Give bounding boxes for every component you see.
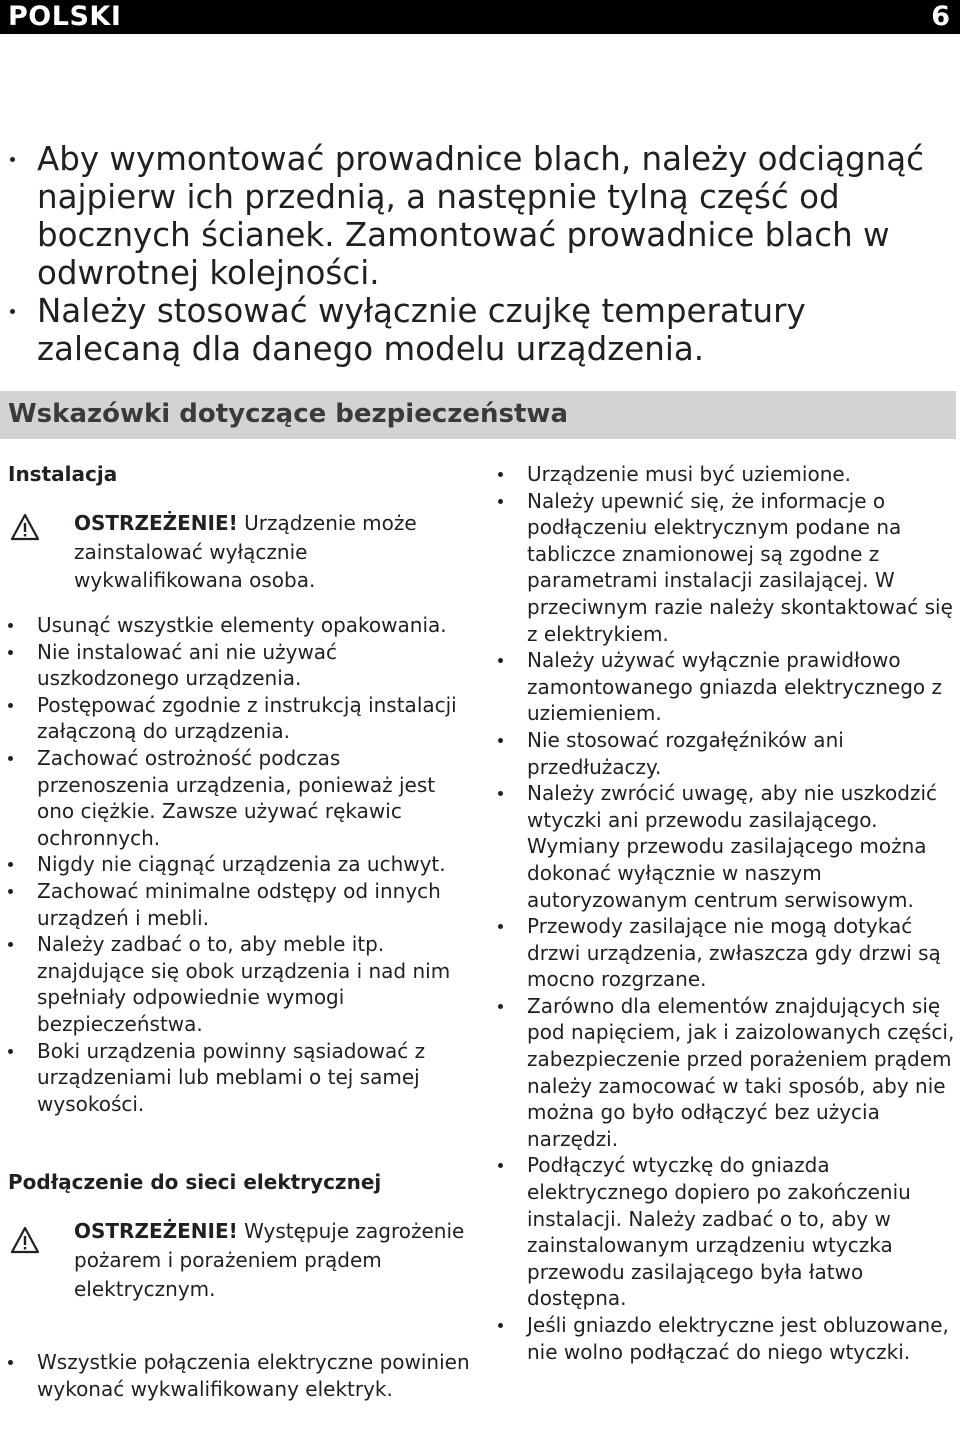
list-item: Zarówno dla elementów znajdujących się pod napięciem, jak i zaizolowanych części, zabezpieczenie przed porażeniem prądem należy zamocować w taki sposób, aby nie można go było odłączyć bez użycia narzędzi.: [490, 993, 955, 1153]
list-item: Nigdy nie ciągnąć urządzenia za uchwyt.: [0, 851, 470, 878]
list-item: Należy zadbać o to, aby meble itp. znajdujące się obok urządzenia i nad nim spełniały odpowiednie wymogi bezpieczeństwa.: [0, 931, 470, 1037]
list-item: Zachować minimalne odstępy od innych urządzeń i mebli.: [0, 878, 470, 931]
subheading-installation: Instalacja: [8, 462, 118, 486]
warning-label: OSTRZEŻENIE!: [74, 1219, 238, 1243]
list-item: Należy zwrócić uwagę, aby nie uszkodzić wtyczki ani przewodu zasilającego. Wymiany przewodu zasilającego można dokonać wyłącznie w naszym autoryzowanym centrum serwisowym.: [490, 780, 955, 913]
warning-text: [74, 1217, 470, 1304]
section-banner: [0, 391, 956, 439]
list-item: Wszystkie połączenia elektryczne powinien wykonać wykwalifikowany elektryk.: [0, 1349, 470, 1402]
list-item: Podłączyć wtyczkę do gniazda elektrycznego dopiero po zakończeniu instalacji. Należy zadbać o to, aby w zainstalowanym urządzeniu wtyczka przewodu zasilającego była łatwo dostępna.: [490, 1152, 955, 1312]
installation-list: [0, 612, 470, 1117]
list-item: Aby wymontować prowadnice blach, należy odciągnąć najpierw ich przednią, a następnie tylną część od bocznych ścianek. Zamontować prowadnice blach w odwrotnej kolejności.: [0, 140, 960, 292]
page-number: 6: [931, 1, 950, 32]
page-header: [0, 0, 960, 34]
list-item: Należy używać wyłącznie prawidłowo zamontowanego gniazda elektrycznego z uziemieniem.: [490, 647, 955, 727]
list-item: Należy upewnić się, że informacje o podłączeniu elektrycznym podane na tabliczce znamionowej są zgodne z parametrami instalacji zasilającej. W przeciwnym razie należy skontaktować się z elektrykiem.: [490, 488, 955, 648]
electrical-safety-list: [490, 461, 955, 1365]
list-item: Zachować ostrożność podczas przenoszenia urządzenia, ponieważ jest ono ciężkie. Zawsze używać rękawic ochronnych.: [0, 745, 470, 851]
intro-list: [0, 140, 960, 368]
list-item: Nie stosować rozgałęźników ani przedłużaczy.: [490, 727, 955, 780]
warning-label: OSTRZEŻENIE!: [74, 511, 238, 535]
list-item: Przewody zasilające nie mogą dotykać drzwi urządzenia, zwłaszcza gdy drzwi są mocno rozgrzane.: [490, 913, 955, 993]
subheading-electrical: Podłączenie do sieci elektrycznej: [8, 1170, 382, 1194]
section-heading: Wskazówki dotyczące bezpieczeństwa: [8, 399, 568, 429]
list-item: Jeśli gniazdo elektryczne jest obluzowane, nie wolno podłączać do niego wtyczki.: [490, 1312, 955, 1365]
list-item: Urządzenie musi być uziemione.: [490, 461, 955, 488]
electrical-list: [0, 1349, 470, 1402]
warning-text: [74, 509, 470, 595]
list-item: Postępować zgodnie z instrukcją instalacji załączoną do urządzenia.: [0, 692, 470, 745]
warning-triangle-icon: [10, 1226, 40, 1254]
warning-message: Występuje zagrożenie pożarem i porażeniem prądem elektrycznym.: [74, 1219, 465, 1301]
section-title: POLSKI: [8, 1, 122, 32]
list-item: Boki urządzenia powinny sąsiadować z urządzeniami lub meblami o tej samej wysokości.: [0, 1038, 470, 1118]
warning-message: Urządzenie może zainstalować wyłącznie wykwalifikowana osoba.: [74, 511, 417, 592]
list-item: Nie instalować ani nie używać uszkodzonego urządzenia.: [0, 639, 470, 692]
list-item: Usunąć wszystkie elementy opakowania.: [0, 612, 470, 639]
warning-triangle-icon: [10, 513, 40, 541]
list-item: Należy stosować wyłącznie czujkę temperatury zalecaną dla danego modelu urządzenia.: [0, 292, 960, 368]
